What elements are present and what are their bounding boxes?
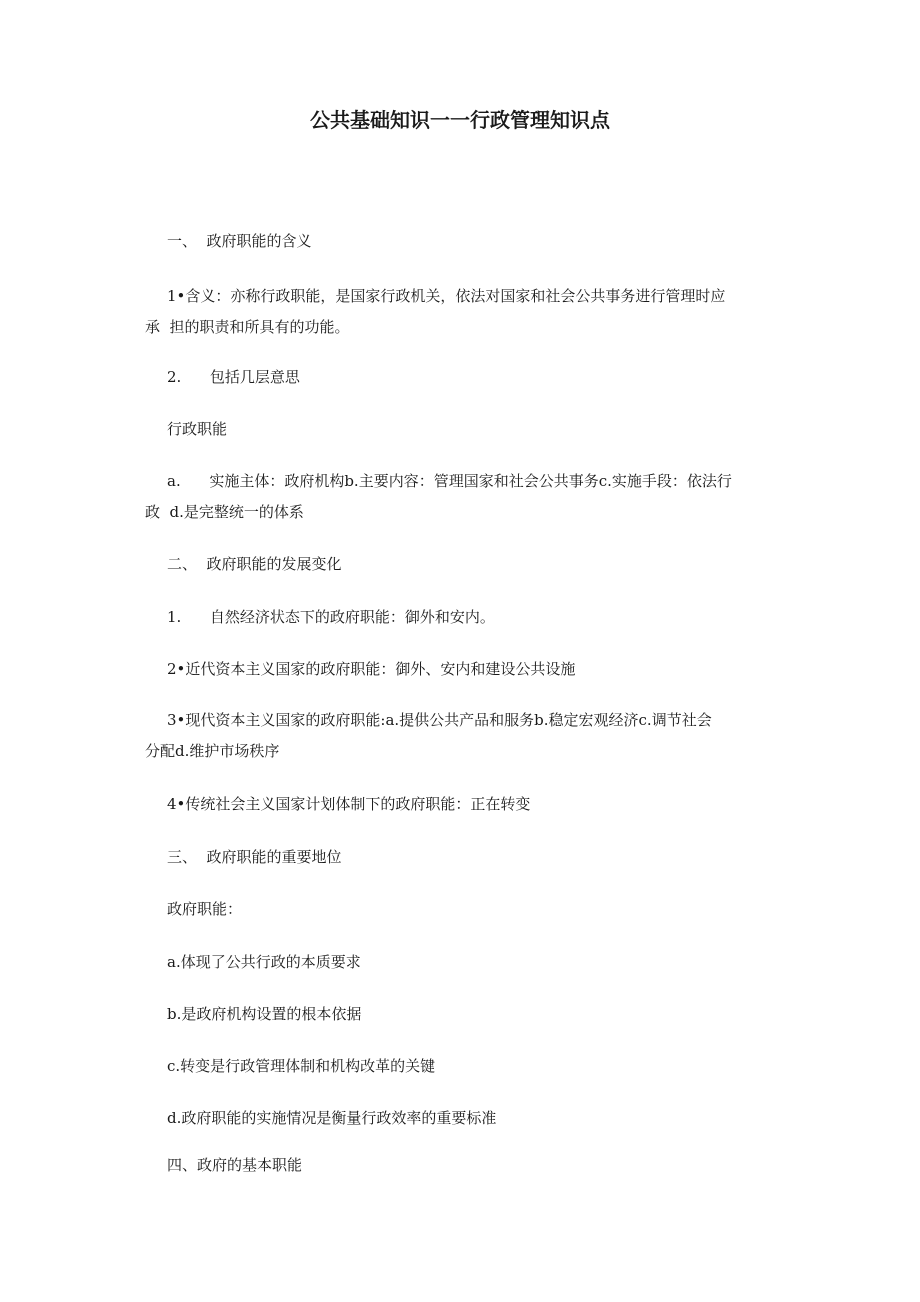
paragraph-line: c.转变是行政管理体制和机构改革的关键 [167, 1057, 436, 1075]
section-heading-1: 一、 政府职能的含义 [167, 232, 312, 250]
paragraph-line: 2. 包括几层意思 [167, 368, 300, 386]
section-heading-4: 四、政府的基本职能 [167, 1156, 303, 1174]
paragraph-line: 行政职能 [167, 420, 228, 438]
paragraph-line: 1. 自然经济状态下的政府职能：御外和安内。 [167, 608, 495, 626]
section-heading-2: 二、 政府职能的发展变化 [167, 555, 342, 573]
paragraph-line: 分配d.维护市场秩序 [145, 742, 280, 760]
paragraph-line: 政府职能： [167, 900, 243, 918]
paragraph-line: b.是政府机构设置的根本依据 [167, 1005, 362, 1023]
section-heading-3: 三、 政府职能的重要地位 [167, 848, 342, 866]
paragraph-line: a.体现了公共行政的本质要求 [167, 953, 361, 971]
paragraph-line: 政 d.是完整统一的体系 [145, 503, 304, 521]
paragraph-line: 3•现代资本主义国家的政府职能:a.提供公共产品和服务b.稳定宏观经济c.调节社会 [167, 711, 712, 729]
paragraph-line: 4•传统社会主义国家计划体制下的政府职能：正在转变 [167, 795, 531, 813]
paragraph-line: d.政府职能的实施情况是衡量行政效率的重要标准 [167, 1109, 497, 1127]
paragraph-line: a. 实施主体：政府机构b.主要内容：管理国家和社会公共事务c.实施手段：依法行 [167, 472, 732, 490]
paragraph-line: 1•含义：亦称行政职能，是国家行政机关，依法对国家和社会公共事务进行管理时应 [167, 287, 726, 305]
document-title: 公共基础知识一一行政管理知识点 [310, 108, 610, 132]
paragraph-line: 2•近代资本主义国家的政府职能：御外、安内和建设公共设施 [167, 660, 576, 678]
paragraph-line: 承 担的职责和所具有的功能。 [145, 318, 350, 336]
